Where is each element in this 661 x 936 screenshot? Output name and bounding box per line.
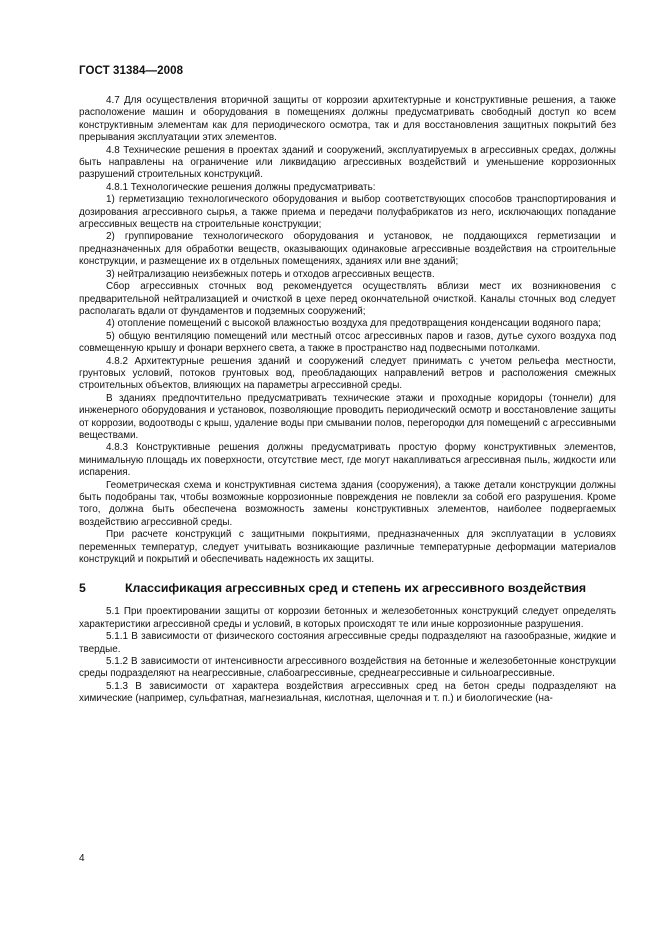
list-item-4: 4) отопление помещений с высокой влажностью воздуха для предотвращения конденсации водяного пара;	[106, 318, 601, 330]
document-body	[79, 95, 616, 706]
list-item-5: 5) общую вентиляцию помещений или местный отсос агрессивных паров и газов, дутье сухого воздуха под совмещенную крышу и фонари верхнего света, а также в пространство над подвесными потолками.	[79, 330, 616, 355]
paragraph-5-1-1: 5.1.1 В зависимости от физического состояния агрессивные среды подразделяют на газообразные, жидкие и твердые.	[79, 631, 616, 655]
paragraph-5-1: 5.1 При проектировании защиты от коррозии бетонных и железобетонных конструкций следует определять характеристики агрессивной среды и условий, в которых происходят те или иные коррозионные разрушения.	[79, 606, 616, 630]
section-heading	[79, 580, 616, 596]
paragraph-4-8-1: 4.8.1 Технологические решения должны предусматривать:	[106, 181, 376, 193]
list-item-3: 3) нейтрализацию неизбежных потерь и отходов агрессивных веществ.	[106, 268, 435, 280]
paragraph-5-1-2: 5.1.2 В зависимости от интенсивности агрессивного воздействия на бетонные и железобетонные конструкции среды подразделяют на неагрессивные, слабоагрессивные, среднеагрессивные и сильноагрессивные.	[79, 656, 616, 680]
paragraph-4-7: 4.7 Для осуществления вторичной защиты от коррозии архитектурные и конструктивные решения, а также расположение машин и оборудования в помещениях должны предусматривать свободный доступ ко всем конструктивным элементам как для периодического осмотра, так и для восстановления защитных покрытий без прерывания эксплуатации этих элементов.	[79, 95, 616, 144]
paragraph-technical-floors: В зданиях предпочтительно предусматривать технические этажи и проходные коридоры (тоннели) для инженерного оборудования и установок, позволяющие проводить периодический осмотр и восстановление защиты от коррозии, водоотводы с крыш, удаление воды при смывании полов, перегородки для помещений с агрессивными веществами.	[79, 392, 616, 441]
document-header: ГОСТ 31384—2008	[79, 65, 184, 77]
paragraph-wastewater: Сбор агрессивных сточных вод рекомендуется осуществлять вблизи мест их возникновения с предварительной нейтрализацией и очисткой в цехе перед окончательной очисткой. Каналы сточных вод следует располагать вдали от фундаментов и подземных сооружений;	[79, 281, 616, 317]
paragraph-4-8-3: 4.8.3 Конструктивные решения должны предусматривать простую форму конструктивных элементов, минимальную площадь их поверхности, отсутствие мест, где могут накапливаться агрессивная пыль, жидкости или испарения.	[79, 442, 616, 479]
section-number: 5	[79, 581, 86, 596]
section-title: Классификация агрессивных сред и степень их агрессивного воздействия	[125, 581, 587, 596]
page-number: 4	[79, 853, 85, 864]
list-item-2: 2) группирование технологического оборудования и установок, не поддающихся герметизации и предназначенных для обработки веществ, оказывающих одинаковые агрессивные воздействия на строительные конструкции, и размещение их в отдельных помещениях, зданиях или вне зданий;	[79, 231, 616, 268]
paragraph-5-1-3: 5.1.3 В зависимости от характера воздействия агрессивных сред на бетон среды подразделяют на химические (например, сульфатная, магнезиальная, кислотная, щелочная и т. п.) и биологические (на-	[79, 680, 616, 705]
paragraph-4-8-2: 4.8.2 Архитектурные решения зданий и сооружений следует принимать с учетом рельефа местности, грунтовых условий, потоков грунтовых вод, преобладающих направлений ветров и расположения смежных строительных объектов, влияющих на параметры агрессивной среды.	[79, 355, 616, 392]
paragraph-calculation: При расчете конструкций с защитными покрытиями, предназначенных для эксплуатации в условиях переменных температур, следует учитывать возникающие различные температурные деформации материалов конструкций и покрытий и обеспечивать надежность их защиты.	[79, 529, 616, 566]
paragraph-4-8: 4.8 Технические решения в проектах зданий и сооружений, эксплуатируемых в агрессивных средах, должны быть направлены на ограничение или ликвидацию агрессивных воздействий и уменьшение коррозионных разрушений строительных конструкций.	[79, 144, 616, 181]
paragraph-geometric-scheme: Геометрическая схема и конструктивная система здания (сооружения), а также детали конструкции должны быть подобраны так, чтобы возможные коррозионные повреждения не повлекли за собой его разрушения. Кроме того, должна быть обеспечена возможность замены конструктивных элементов, наиболее подвергаемых воздействию агрессивной среды.	[79, 479, 616, 528]
list-item-1: 1) герметизацию технологического оборудования и выбор соответствующих способов транспортирования и дозирования агрессивного сырья, а также приема и передачи полуфабрикатов из него, исключающих попадание агрессивных веществ на строительные конструкции;	[79, 194, 616, 231]
